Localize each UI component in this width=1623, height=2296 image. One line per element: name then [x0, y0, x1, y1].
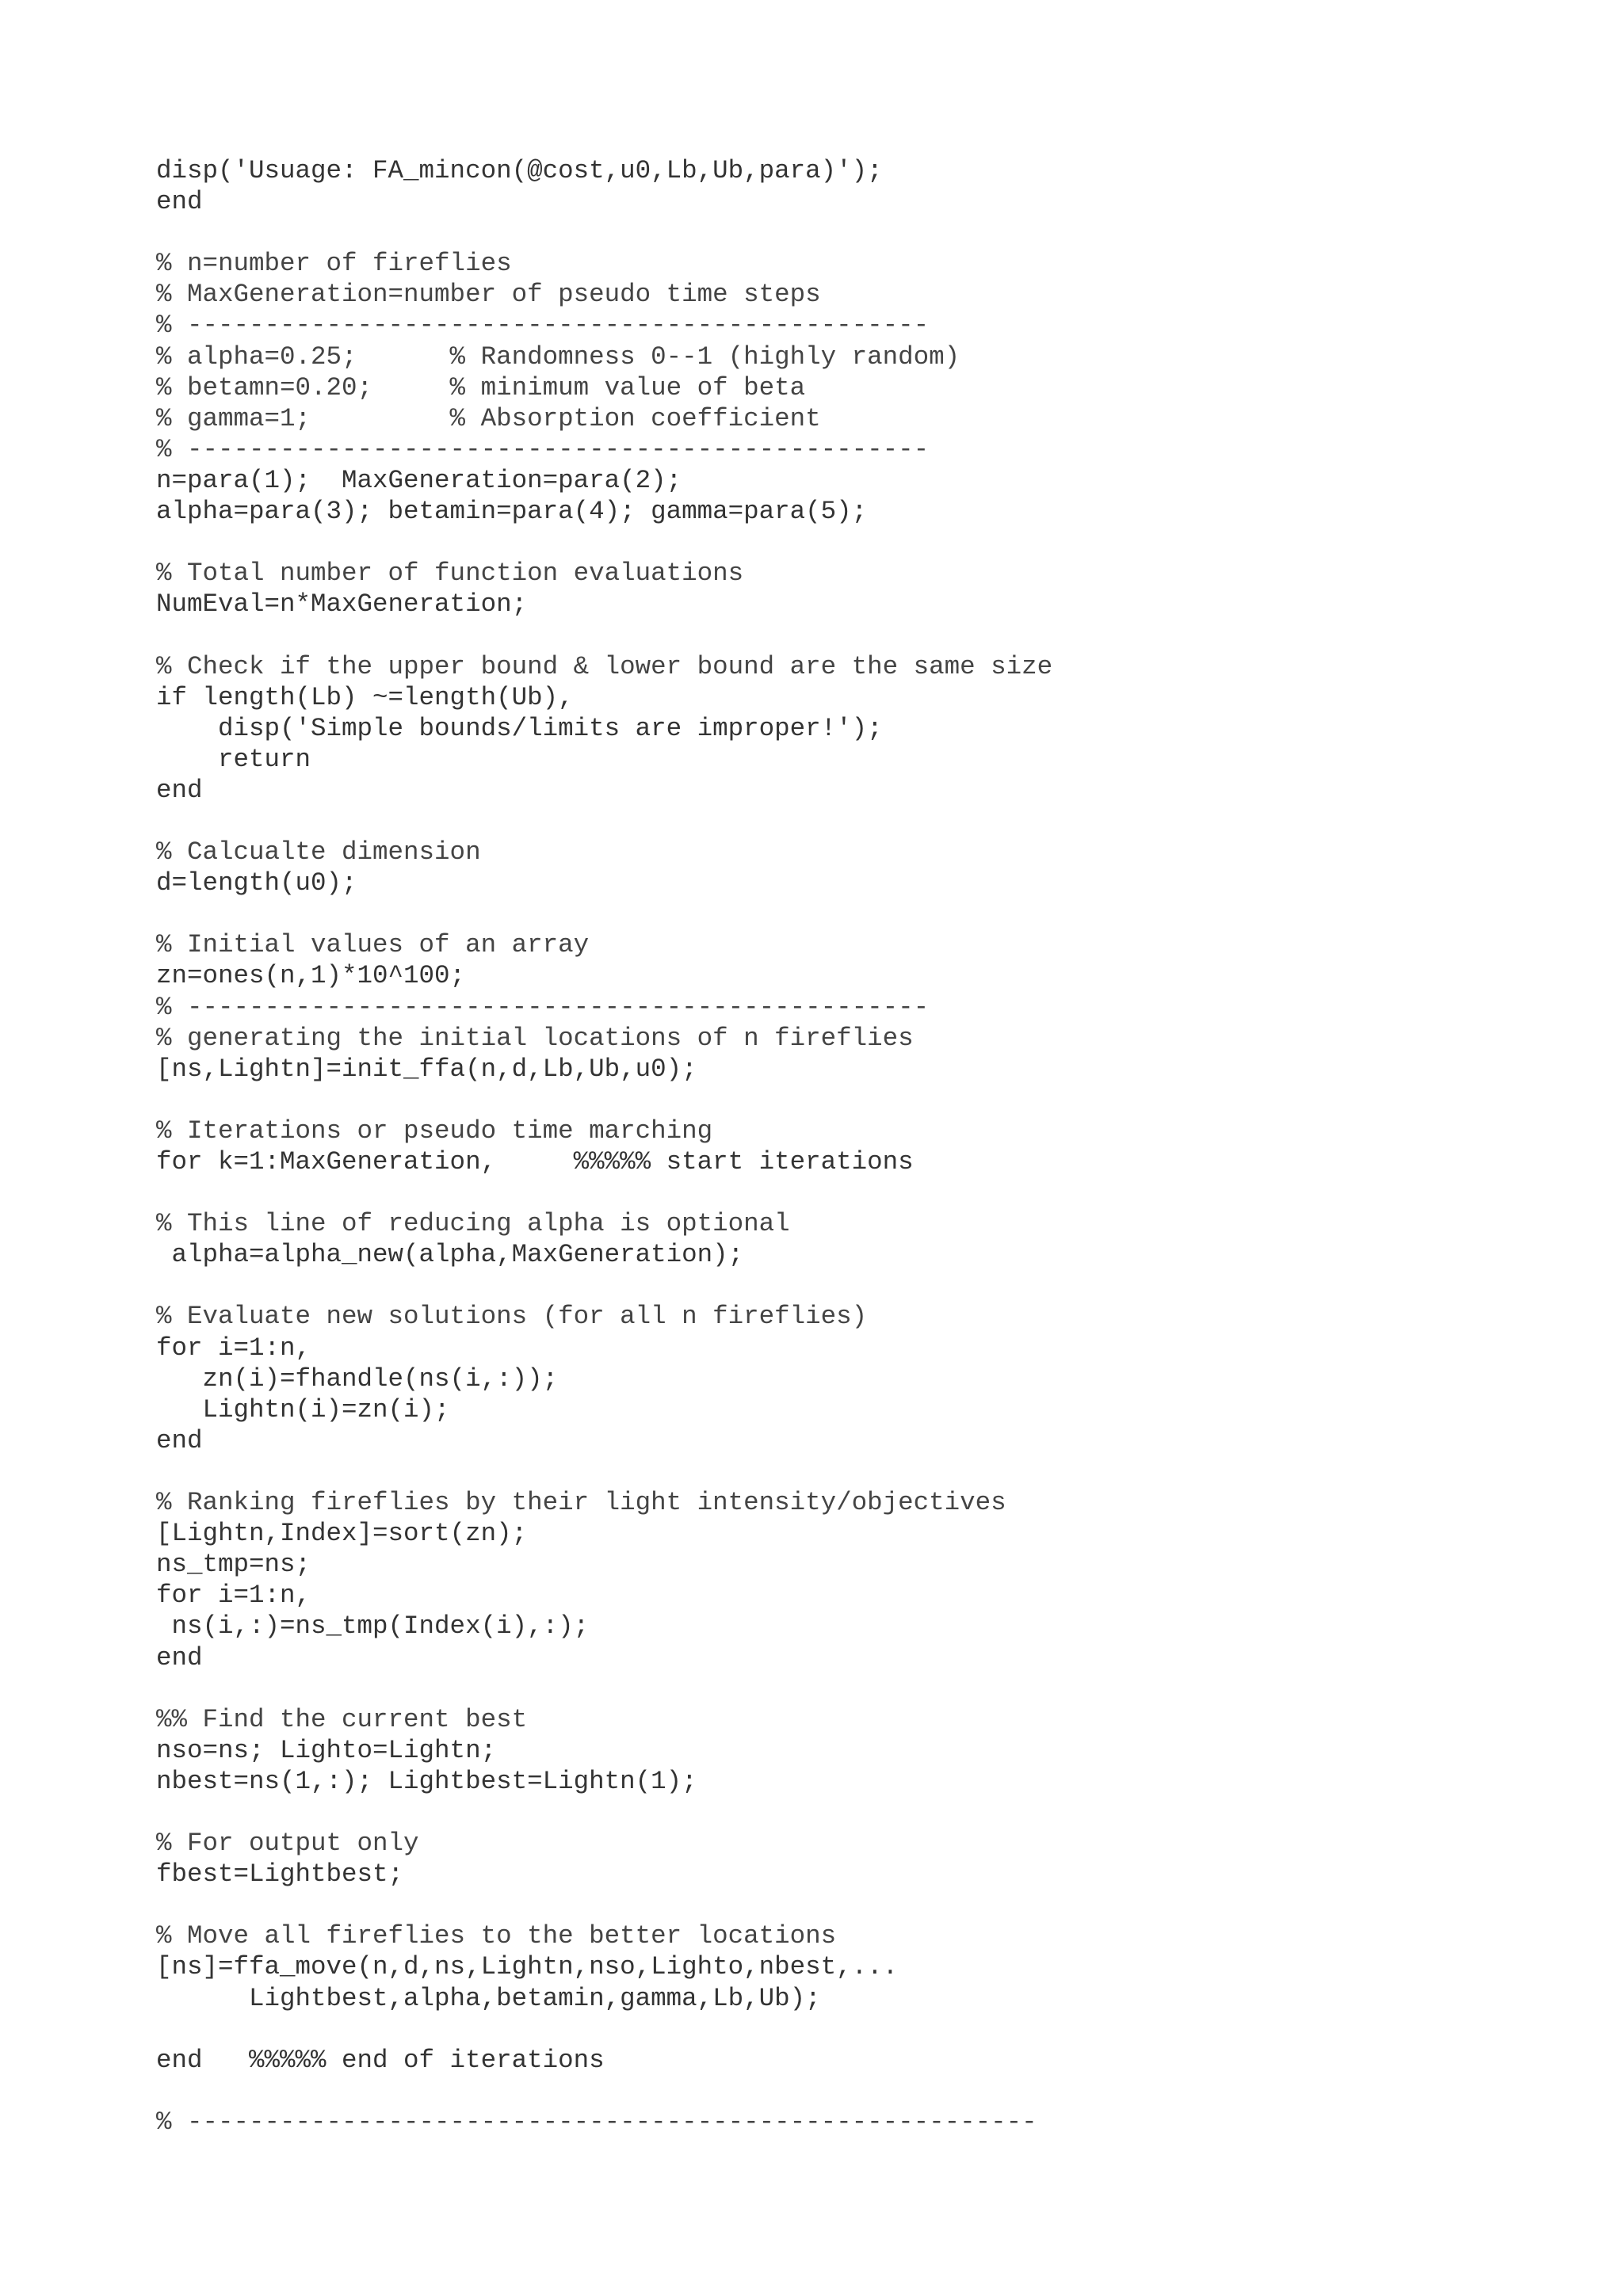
code-line: end: [156, 775, 203, 805]
code-line: zn=ones(n,1)*10^100;: [156, 961, 466, 991]
code-line: disp('Usuage: FA_mincon(@cost,u0,Lb,Ub,para)');: [156, 156, 883, 185]
code-line: % betamn=0.20; % minimum value of beta: [156, 372, 806, 402]
blank-line: [156, 1270, 1052, 1301]
code-line: % This line of reducing alpha is optional: [156, 1209, 790, 1239]
code-line: % ------------------------------------------------: [156, 434, 930, 464]
code-line: for i=1:n,: [156, 1581, 311, 1611]
code-line: end %%%%% end of iterations: [156, 2045, 605, 2075]
code-line: % MaxGeneration=number of pseudo time steps: [156, 280, 821, 310]
code-line: % Move all fireflies to the better locations: [156, 1921, 837, 1951]
code-line: % Calcualte dimension: [156, 837, 481, 868]
code-line: for k=1:MaxGeneration, %%%%% start iterations: [156, 1147, 914, 1177]
code-line: d=length(u0);: [156, 868, 357, 898]
code-line: % Check if the upper bound & lower bound are the same size: [156, 651, 1053, 681]
code-line: return: [156, 744, 311, 774]
code-line: % generating the initial locations of n fireflies: [156, 1023, 914, 1053]
blank-line: [156, 2076, 1052, 2107]
code-line: NumEval=n*MaxGeneration;: [156, 589, 528, 620]
code-line: if length(Lb) ~=length(Ub),: [156, 682, 574, 712]
code-line: [Lightn,Index]=sort(zn);: [156, 1519, 528, 1549]
code-line: %% Find the current best: [156, 1704, 528, 1734]
blank-line: [156, 2014, 1052, 2045]
code-line: % Iterations or pseudo time marching: [156, 1116, 713, 1146]
code-line: % -------------------------------------------------------: [156, 2107, 1037, 2137]
blank-line: [156, 1085, 1052, 1116]
blank-line: [156, 898, 1052, 929]
code-line: n=para(1); MaxGeneration=para(2);: [156, 465, 682, 495]
blank-line: [156, 1890, 1052, 1920]
code-line: % Total number of function evaluations: [156, 559, 744, 589]
code-line: % For output only: [156, 1829, 419, 1859]
code-line: end: [156, 187, 203, 217]
code-line: Lightn(i)=zn(i);: [156, 1394, 450, 1425]
blank-line: [156, 217, 1052, 248]
code-line: % ------------------------------------------------: [156, 311, 930, 341]
code-line: zn(i)=fhandle(ns(i,:));: [156, 1363, 559, 1394]
code-listing: [156, 155, 1052, 2138]
code-line: Lightbest,alpha,betamin,gamma,Lb,Ub);: [156, 1983, 821, 2013]
code-line: ns_tmp=ns;: [156, 1550, 311, 1580]
code-line: % gamma=1; % Absorption coefficient: [156, 403, 821, 433]
code-line: % Initial values of an array: [156, 930, 590, 960]
code-line: nso=ns; Lighto=Lightn;: [156, 1735, 497, 1765]
blank-line: [156, 806, 1052, 837]
blank-line: [156, 527, 1052, 558]
code-line: fbest=Lightbest;: [156, 1859, 404, 1890]
code-line: % ------------------------------------------------: [156, 992, 930, 1022]
code-line: for i=1:n,: [156, 1333, 311, 1363]
blank-line: [156, 1673, 1052, 1704]
code-line: alpha=alpha_new(alpha,MaxGeneration);: [156, 1240, 744, 1270]
code-line: end: [156, 1642, 203, 1672]
code-line: disp('Simple bounds/limits are improper!');: [156, 713, 883, 743]
blank-line: [156, 1456, 1052, 1487]
code-line: % Evaluate new solutions (for all n fireflies): [156, 1302, 868, 1332]
code-line: % Ranking fireflies by their light intensity/objectives: [156, 1488, 1006, 1518]
code-line: ns(i,:)=ns_tmp(Index(i),:);: [156, 1611, 590, 1642]
code-line: [ns]=ffa_move(n,d,ns,Lightn,nso,Lighto,nbest,...: [156, 1952, 899, 1982]
blank-line: [156, 1797, 1052, 1828]
code-line: alpha=para(3); betamin=para(4); gamma=para(5);: [156, 497, 868, 527]
code-line: end: [156, 1425, 203, 1455]
code-line: % alpha=0.25; % Randomness 0--1 (highly random): [156, 341, 960, 372]
code-line: nbest=ns(1,:); Lightbest=Lightn(1);: [156, 1766, 697, 1796]
code-line: % n=number of fireflies: [156, 249, 512, 279]
blank-line: [156, 1177, 1052, 1208]
code-line: [ns,Lightn]=init_ffa(n,d,Lb,Ub,u0);: [156, 1054, 697, 1084]
blank-line: [156, 620, 1052, 650]
